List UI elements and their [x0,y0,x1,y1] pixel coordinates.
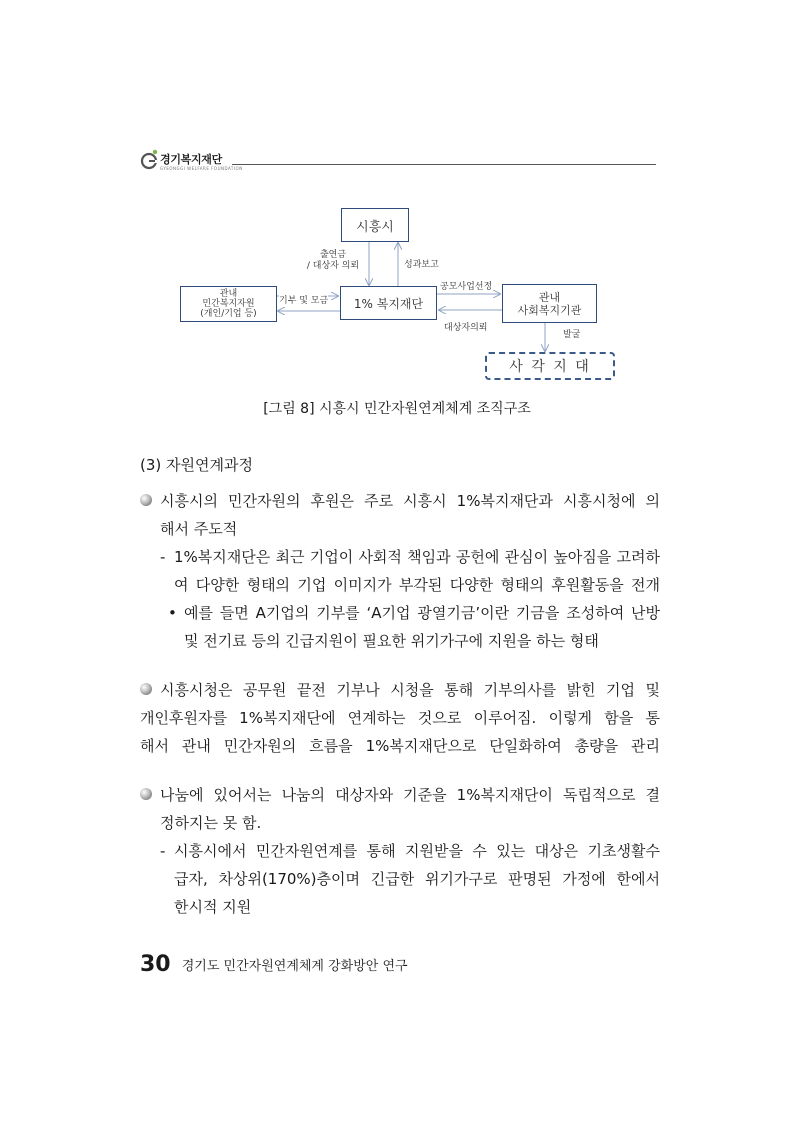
bullet-icon [140,494,152,506]
paragraph-1 [140,487,660,655]
bullet-icon [140,788,152,800]
para3-sub-line-2: 급자, 차상위(170%)층이며 긴급한 위기가구로 판명된 가정에 한에서 [174,870,660,888]
para3-sub-line-3: 한시적 지원 [174,898,252,916]
para1-line-2: 해서 주도적 [160,520,238,538]
para1-subsub-line-2: 및 전기료 등의 긴급지원이 필요한 위기가구에 지원을 하는 형태 [184,632,599,650]
box-welfare-agency [502,284,597,323]
para3-line-2: 정하지는 못 함. [160,814,262,832]
para2-line-2: 개인후원자를 1%복지재단에 연계하는 것으로 이루어짐. 이렇게 함을 통 [140,709,660,727]
para2-line-1: 시흥시청은 공무원 끝전 기부나 시청을 통해 기부의사를 밝힌 기업 및 [140,676,660,704]
private-line-2: 민간복지자원 [202,299,255,309]
diagram-connectors [0,0,794,400]
logo-subtext: GYEONGGI WELFARE FOUNDATION [160,166,243,171]
para1-sub-line-2: 여 다양한 형태의 기업 이미지가 부각된 다양한 형태의 후원활동을 전개 [174,576,660,594]
label-subsidy: 출연금 / 대상자 의뢰 [306,250,360,271]
para3-sub-line-1: - 시흥시에서 민간자원연계를 통해 지원받을 수 있는 대상은 기초생활수 [160,842,660,860]
para1-subsub-line-1: • 예를 들면 A기업의 기부를 ‘A기업 광열기금’이란 기금을 조성하여 난방 [168,604,660,622]
logo-text: 경기복지재단 [160,153,222,166]
label-donation: 기부 및 모금 [279,293,328,306]
paragraph-3 [140,781,660,921]
box-private-resources [180,286,277,322]
section-title: (3) 자원연계과정 [140,456,253,474]
para3-line-1: 나눔에 있어서는 나눔의 대상자와 기준을 1%복지재단이 독립적으로 결 [140,781,660,809]
private-line-1: 관내 [219,289,238,299]
label-referral: 대상자의뢰 [444,323,488,333]
para1-line-1: 시흥시의 민간자원의 후원은 주로 시흥시 1%복지재단과 시흥시청에 의 [140,487,660,515]
private-line-3: (개인/기업 등) [200,309,257,319]
para1-sub-line-1: - 1%복지재단은 최근 기업이 사회적 책임과 공헌에 관심이 높아짐을 고려하 [160,548,660,566]
box-blind-spot: 사 각 지 대 [485,352,615,380]
welfare-line-2: 사회복지기관 [517,303,582,317]
label-report: 성과보고 [404,260,439,270]
page-number: 30 [140,952,171,977]
box-one-percent-foundation: 1% 복지재단 [340,286,437,320]
box-siheung-city: 시흥시 [341,208,409,242]
page-footer [140,952,408,977]
footer-title: 경기도 민간자원연계체계 강화방안 연구 [181,959,408,974]
paragraph-2 [140,676,660,760]
label-project: 공모사업선정 [440,282,493,292]
para2-line-3: 해서 관내 민간자원의 흐름을 1%복지재단으로 단일화하여 총량을 관리 [140,737,660,755]
figure-caption: [그림 8] 시흥시 민간자원연계체계 조직구조 [263,401,531,417]
org-diagram [0,0,794,400]
label-discover: 발굴 [563,330,581,340]
welfare-line-1: 관내 [538,290,561,304]
bullet-icon [140,683,152,695]
